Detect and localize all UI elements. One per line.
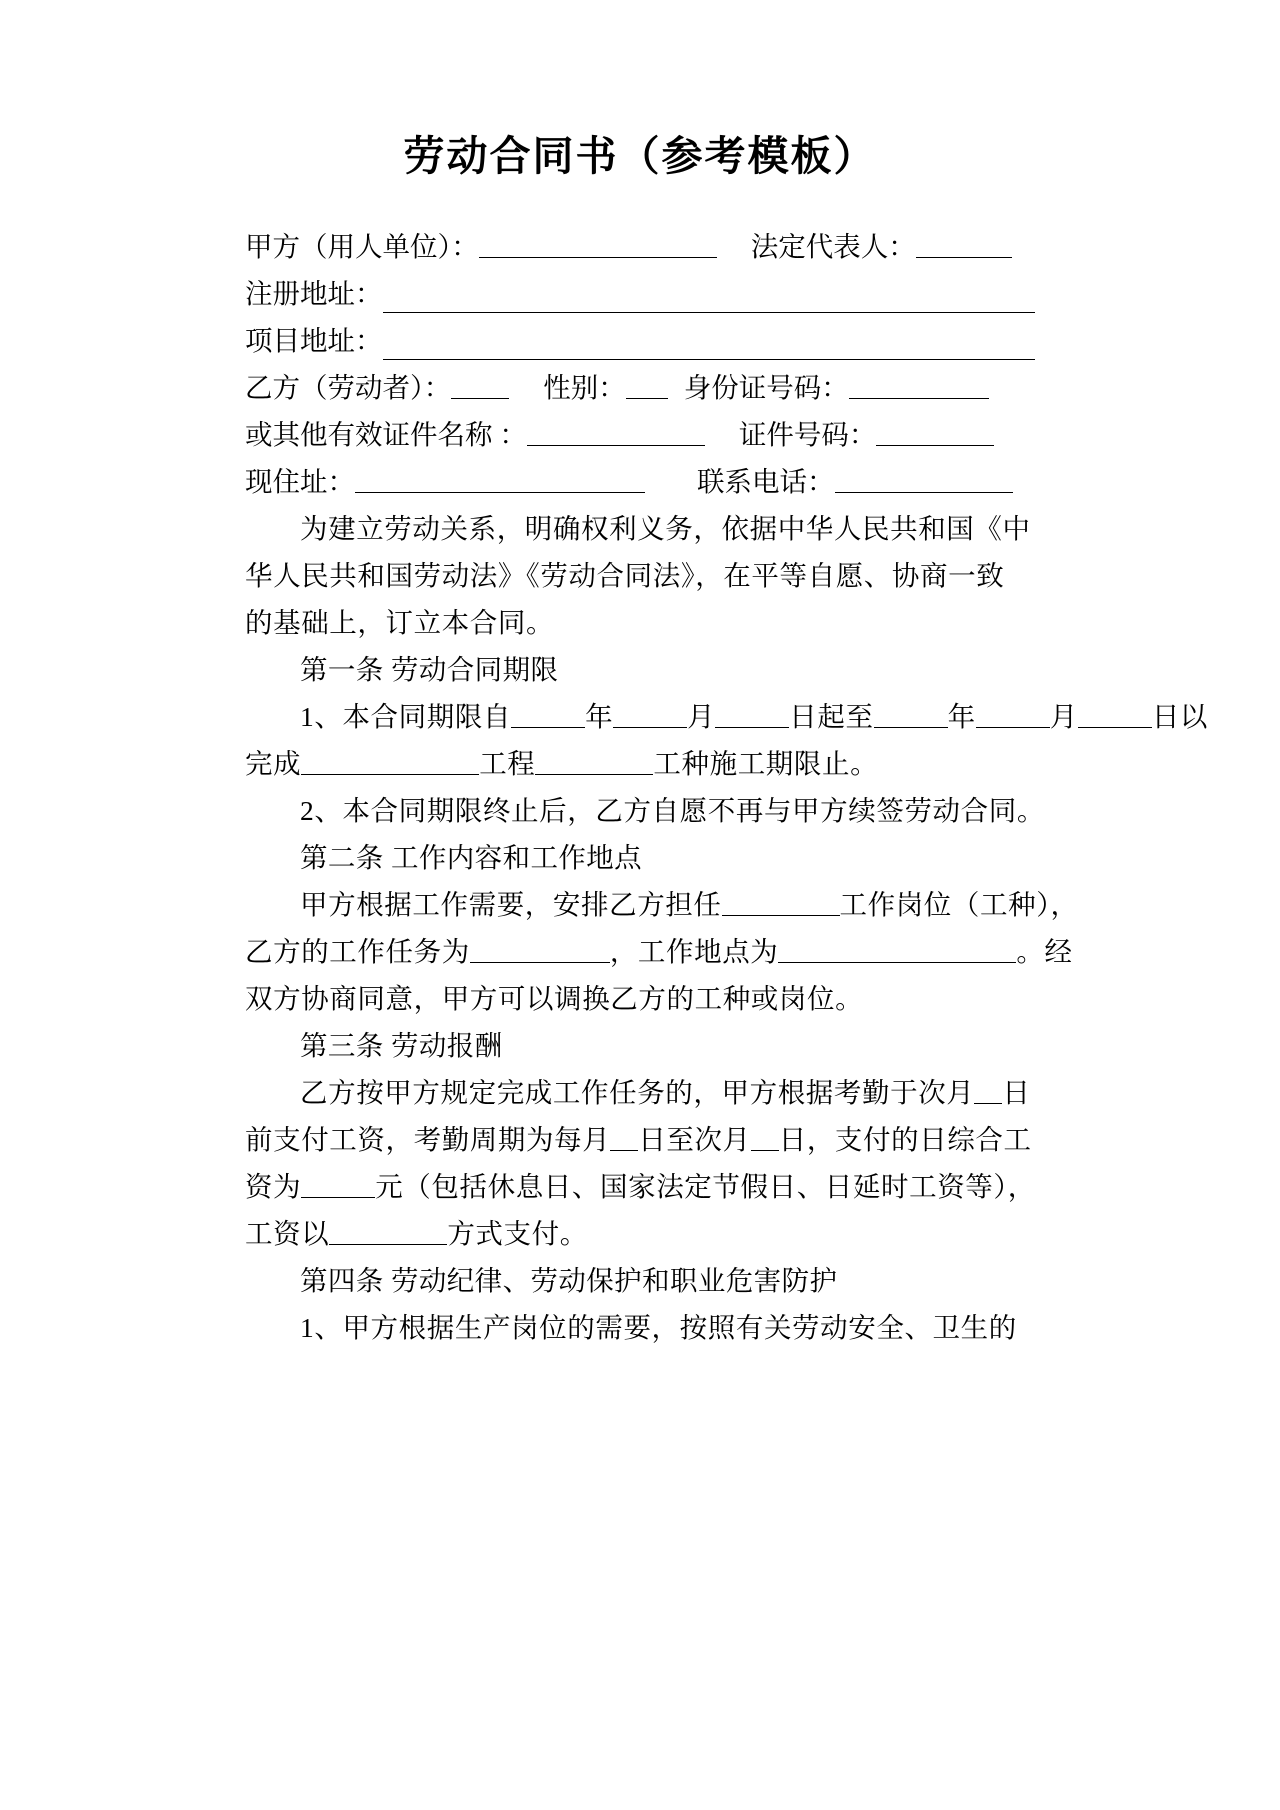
party-b-input[interactable]: [451, 369, 509, 399]
article-2-heading-text: 第二条 工作内容和工作地点: [300, 842, 643, 874]
preamble-text-2: 华人民共和国劳动法》《劳动合同法》，在平等自愿、协商一致: [245, 560, 1005, 592]
start-year-unit: 年: [585, 701, 614, 733]
article-3-line-3: [245, 1163, 1035, 1210]
end-month-unit: 月: [1049, 701, 1078, 733]
document-body: [245, 181, 1209, 1351]
article-2-line-1: [245, 881, 1079, 928]
job-location-input[interactable]: [778, 933, 1016, 963]
article-2-heading: [245, 834, 1035, 881]
article-3-line-1: [245, 1069, 1035, 1116]
gender-input[interactable]: [626, 369, 668, 399]
article-1-item-1-line-2: [245, 740, 1035, 787]
cert-number-input[interactable]: [876, 416, 994, 446]
pay-attendance-prefix: 乙方按甲方规定完成工作任务的，甲方根据考勤于次月: [300, 1077, 975, 1109]
daily-wage-suffix: 元（包括休息日、国家法定节假日、日延时工资等），: [375, 1171, 1036, 1203]
registered-address-label: 注册地址：: [245, 278, 383, 310]
legal-rep-label: 法定代表人：: [750, 231, 916, 263]
gender-label: 性别：: [543, 372, 626, 404]
start-month-unit: 月: [687, 701, 716, 733]
field-row-registered-address: [245, 270, 1035, 317]
article-1-item-2-text: 2、本合同期限终止后，乙方自愿不再与甲方续签劳动合同。: [300, 795, 1045, 827]
job-task-input[interactable]: [470, 933, 610, 963]
registered-address-input[interactable]: [383, 285, 1036, 314]
preamble-text-1: 为建立劳动关系，明确权利义务，依据中华人民共和国《中: [300, 513, 1031, 545]
article-2-line-3: [245, 975, 1035, 1022]
article-2-line-2: [245, 928, 1073, 975]
cycle-end-day-input[interactable]: [751, 1121, 779, 1151]
article-1-heading-text: 第一条 劳动合同期限: [300, 654, 559, 686]
payment-method-prefix: 工资以: [245, 1218, 330, 1250]
article-3-line-2: [245, 1116, 1035, 1163]
article-3-line-4: [245, 1210, 1035, 1257]
cycle-start-day-input[interactable]: [610, 1121, 638, 1151]
contract-term-suffix: 日以: [1151, 701, 1209, 733]
page-title: 劳动合同书（参考模板）: [403, 133, 877, 179]
party-a-label: 甲方（用人单位）：: [245, 231, 479, 263]
preamble-text-3: 的基础上，订立本合同。: [245, 607, 555, 639]
field-row-current-address: [245, 458, 1035, 505]
id-number-label: 身份证号码：: [683, 372, 849, 404]
article-1-heading: [245, 646, 1035, 693]
field-row-party-a: [245, 223, 1035, 270]
other-cert-name-label: 或其他有效证件名称 ：: [245, 419, 527, 451]
job-location-suffix: 。经: [1016, 936, 1073, 968]
preamble-line-1: [245, 505, 1035, 552]
field-row-other-cert: [245, 411, 1035, 458]
start-year-input[interactable]: [511, 698, 585, 728]
preamble-line-3: [245, 599, 1035, 646]
article-3-heading-text: 第三条 劳动报酬: [300, 1030, 503, 1062]
project-unit: 工程: [479, 748, 536, 780]
job-location-prefix: ，工作地点为: [609, 936, 779, 968]
article-4-heading-text: 第四条 劳动纪律、劳动保护和职业危害防护: [300, 1265, 838, 1297]
job-task-prefix: 乙方的工作任务为: [245, 936, 470, 968]
end-year-input[interactable]: [874, 698, 948, 728]
attendance-cycle-middle: 日至次月: [638, 1124, 751, 1156]
daily-wage-input[interactable]: [301, 1168, 375, 1198]
payment-method-input[interactable]: [329, 1215, 447, 1245]
other-cert-name-input[interactable]: [527, 416, 705, 446]
job-position-input[interactable]: [722, 886, 840, 916]
article-1-item-2: [245, 787, 1045, 834]
job-assignment-prefix: 甲方根据工作需要，安排乙方担任: [300, 889, 722, 921]
project-address-label: 项目地址：: [245, 325, 383, 357]
field-row-party-b: [245, 364, 1035, 411]
article-3-heading: [245, 1022, 1035, 1069]
phone-input[interactable]: [835, 463, 1013, 493]
start-month-input[interactable]: [613, 698, 687, 728]
contract-term-middle: 日起至: [789, 701, 874, 733]
attendance-cycle-suffix: 日，支付的日综合工: [778, 1124, 1032, 1156]
project-complete-prefix: 完成: [245, 748, 302, 780]
preamble-line-2: [245, 552, 1035, 599]
daily-wage-prefix: 资为: [245, 1171, 302, 1203]
pay-day-input[interactable]: [974, 1074, 1002, 1104]
end-month-input[interactable]: [976, 698, 1050, 728]
contract-term-prefix: 1、本合同期限自: [300, 701, 512, 733]
article-1-item-1-line-1: [245, 693, 1209, 740]
start-day-input[interactable]: [715, 698, 789, 728]
party-b-label: 乙方（劳动者）：: [245, 372, 452, 404]
project-complete-suffix: 工种施工期限止。: [653, 748, 879, 780]
current-address-label: 现住址：: [245, 466, 355, 498]
project-address-input[interactable]: [383, 332, 1036, 361]
end-day-input[interactable]: [1078, 698, 1152, 728]
current-address-input[interactable]: [355, 463, 645, 493]
pay-day-unit: 日: [1002, 1077, 1031, 1109]
article-4-item-1: [245, 1304, 1035, 1351]
end-year-unit: 年: [947, 701, 976, 733]
project-name-input[interactable]: [301, 745, 479, 775]
field-row-project-address: [245, 317, 1035, 364]
article-4-heading: [245, 1257, 1035, 1304]
article-2-line-3-text: 双方协商同意，甲方可以调换乙方的工种或岗位。: [245, 983, 864, 1015]
legal-rep-input[interactable]: [916, 228, 1012, 258]
payment-method-suffix: 方式支付。: [447, 1218, 588, 1250]
work-type-input[interactable]: [535, 745, 653, 775]
job-assignment-suffix: 工作岗位（工种），: [839, 889, 1079, 921]
phone-label: 联系电话：: [697, 466, 835, 498]
article-4-item-1-text: 1、甲方根据生产岗位的需要，按照有关劳动安全、卫生的: [300, 1312, 1017, 1344]
party-a-input[interactable]: [479, 228, 717, 258]
attendance-cycle-prefix: 前支付工资，考勤周期为每月: [245, 1124, 611, 1156]
cert-number-label: 证件号码：: [738, 419, 877, 451]
id-number-input[interactable]: [849, 369, 989, 399]
